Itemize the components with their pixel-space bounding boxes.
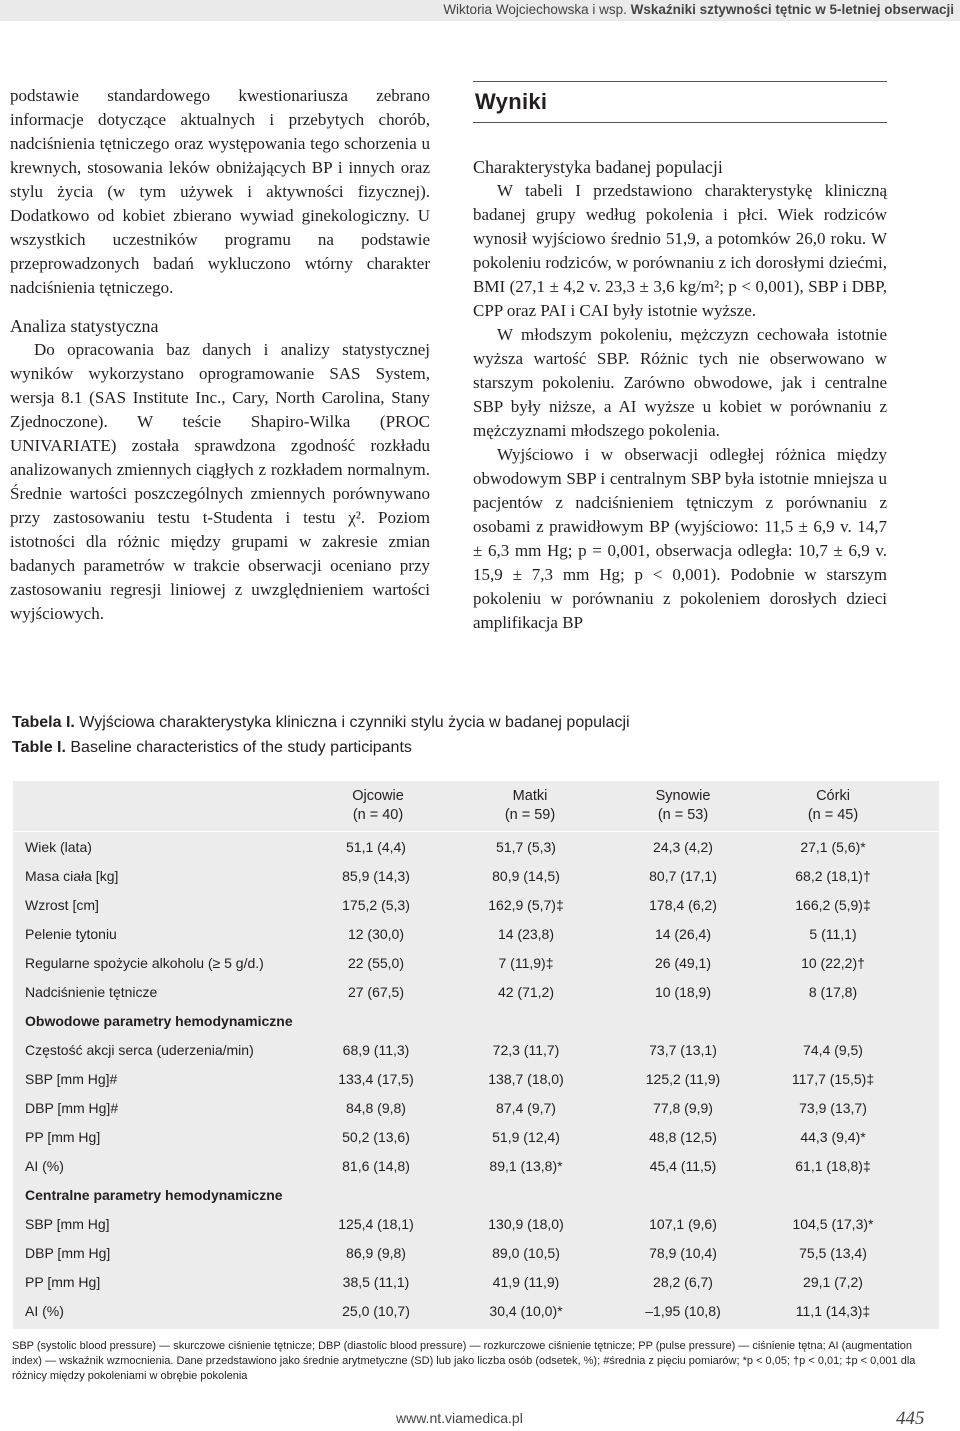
table-section-label: Obwodowe parametry hemodynamiczne — [25, 1013, 293, 1029]
table-row — [13, 1240, 939, 1269]
table-cell: 30,4 (10,0)* — [489, 1303, 563, 1319]
table-caption-en — [12, 739, 412, 757]
row-label: AI (%) — [25, 1158, 64, 1174]
table-cell: 11,1 (14,3)‡ — [795, 1303, 871, 1319]
right-paragraph-3: Wyjściowo i w obserwacji odległej różnica między obwodowym SBP i centralnym SBP była istotnie mniejsza u pacjentów z nadciśnieniem tętniczym z porównaniu z osobami z prawidłowym BP (wyjściowo: 11,5 ± 6,9 v. 14,7 ± 6,3 mm Hg; p = 0,001, obserwacja odległa: 10,7 ± 6,9 v. 15,9 ± 7,3 mm Hg; p < 0,001). Podobnie w starszym pokoleniu w porównaniu z pokoleniem dorosłych dzieci amplifikacja BP — [473, 445, 887, 632]
data-table — [13, 781, 939, 1329]
table-cell: 107,1 (9,6) — [649, 1216, 717, 1232]
row-label: DBP [mm Hg] — [25, 1245, 111, 1261]
table-cell: 51,9 (12,4) — [492, 1129, 560, 1145]
table-cell: 48,8 (12,5) — [649, 1129, 717, 1145]
table-cell: 85,9 (14,3) — [342, 868, 410, 884]
table-cell: 22 (55,0) — [347, 955, 405, 971]
table-cell: 73,9 (13,7) — [799, 1100, 867, 1116]
table-cell: 5 (11,1) — [809, 926, 857, 942]
running-header-text — [443, 2, 954, 17]
table-cell: 8 (17,8) — [808, 984, 858, 1000]
table-cell: 74,4 (9,5) — [803, 1042, 863, 1058]
running-header — [0, 0, 960, 21]
column-header-n: (n = 40) — [352, 807, 404, 823]
column-header-name: Ojcowie — [352, 788, 404, 804]
table-cell: 26 (49,1) — [654, 955, 712, 971]
row-label: SBP [mm Hg] — [25, 1216, 110, 1232]
row-label: PP [mm Hg] — [25, 1129, 101, 1145]
row-label: Masa ciała [kg] — [25, 868, 119, 884]
table-cell: 61,1 (18,8)‡ — [795, 1158, 871, 1174]
table-cell: 87,4 (9,7) — [496, 1100, 556, 1116]
table-cell: 27 (67,5) — [347, 984, 405, 1000]
table-cell: 10 (18,9) — [654, 984, 712, 1000]
row-label: DBP [mm Hg]# — [25, 1100, 119, 1116]
table-caption-en-label: Table I. — [12, 739, 66, 756]
table-caption-pl-text: Wyjściowa charakterystyka kliniczna i czynniki stylu życia w badanej populacji — [74, 714, 630, 731]
table-cell: 162,9 (5,7)‡ — [488, 897, 564, 913]
table-row — [13, 1211, 939, 1240]
table-row — [13, 1037, 939, 1066]
table-cell: 77,8 (9,9) — [653, 1100, 713, 1116]
row-label: Nadciśnienie tętnicze — [25, 984, 158, 1000]
table-cell: 14 (26,4) — [654, 926, 712, 942]
table-cell: 84,8 (9,8) — [346, 1100, 406, 1116]
right-paragraph-2: W młodszym pokoleniu, mężczyzn cechowała istotnie wyższa wartość SBP. Różnic tych nie obserwowano w starszym pokoleniu. Zarówno obwodowe, jak i centralne SBP były niższe, a AI wyższe u kobiet w porównaniu z mężczyznami młodszego pokolenia. — [473, 325, 887, 440]
table-cell: 80,9 (14,5) — [492, 868, 560, 884]
row-label: Wzrost [cm] — [25, 897, 99, 913]
table-cell: 130,9 (18,0) — [488, 1216, 564, 1232]
table-cell: 104,5 (17,3)* — [792, 1216, 874, 1232]
left-subheading: Analiza statystyczna — [10, 316, 159, 336]
header-title: Wskaźniki sztywności tętnic w 5-letniej obserwacji — [630, 2, 954, 17]
header-divider — [13, 831, 939, 832]
table-cell: 51,7 (5,3) — [496, 839, 556, 855]
table-cell: 14 (23,8) — [497, 926, 555, 942]
left-column — [10, 84, 430, 626]
column-header-n: (n = 59) — [504, 807, 556, 823]
table-cell: 75,5 (13,4) — [799, 1245, 867, 1261]
column-header-n: (n = 53) — [657, 807, 709, 823]
table-row — [13, 863, 939, 892]
table-cell: 80,7 (17,1) — [649, 868, 717, 884]
table-cell: 138,7 (18,0) — [488, 1071, 564, 1087]
table-row — [13, 1269, 939, 1298]
table-caption-pl — [12, 714, 630, 732]
table-row — [13, 1066, 939, 1095]
table-row — [13, 1298, 939, 1327]
column-header-n: (n = 45) — [807, 807, 859, 823]
table-row — [13, 892, 939, 921]
table-cell: 27,1 (5,6)* — [800, 839, 866, 855]
header-authors: Wiktoria Wojciechowska i wsp. — [443, 2, 627, 17]
table-cell: 89,0 (10,5) — [492, 1245, 560, 1261]
column-header-name: Córki — [816, 788, 850, 804]
table-cell: 178,4 (6,2) — [649, 897, 717, 913]
table-cell: 166,2 (5,9)‡ — [795, 897, 871, 913]
table-cell: 45,4 (11,5) — [649, 1158, 717, 1174]
table-row — [13, 921, 939, 950]
table-cell: –1,95 (10,8) — [645, 1303, 721, 1319]
table-caption-pl-label: Tabela I. — [12, 714, 75, 731]
table-row — [13, 950, 939, 979]
table-cell: 42 (71,2) — [497, 984, 555, 1000]
section-title-box — [473, 81, 887, 123]
table-cell: 72,3 (11,7) — [492, 1042, 560, 1058]
right-subheading: Charakterystyka badanej populacji — [473, 157, 723, 177]
left-paragraph-1: podstawie standardowego kwestionariusza zebrano informacje dotyczące aktualnych i przebytych chorób, nadciśnienia tętniczego oraz występowania tego schorzenia u krewnych, stosowania leków obniżających BP i innych oraz stylu życia (w tym używek i aktywności fizycznej). Dodatkowo od kobiet zbierano wywiad ginekologiczny. U wszystkich uczestników programu na podstawie przeprowadzonych badań wykluczono wtórny charakter nadciśnienia tętniczego. — [10, 86, 430, 297]
table-cell: 7 (11,9)‡ — [498, 955, 554, 971]
column-header-4 — [743, 787, 923, 825]
table-footnote: SBP (systolic blood pressure) — skurczowe ciśnienie tętnicze; DBP (diastolic blood pressure) — rozkurczowe ciśnienie tętnicze; PP (pulse pressure) — ciśnienie tętna; AI (augmentation index) — wskaźnik wzmocnienia. Dane przedstawiono jako średnie arytmetyczne (SD) lub jako liczba osób (odsetek, %); #średnia z pięciu pomiarów; *p < 0,05; †p < 0,01; ‡p < 0,001 dla różnicy między pokoleniami w obrębie pokolenia — [12, 1340, 916, 1382]
table-cell: 29,1 (7,2) — [803, 1274, 863, 1290]
table-row — [13, 979, 939, 1008]
right-paragraph-1: W tabeli I przedstawiono charakterystykę kliniczną badanej grupy według pokolenia i płci. Wiek rodziców wynosił wyjściowo średnio 51,9, a potomków 26,0 roku. W pokoleniu rodziców, w porównaniu z ich dorosłymi dziećmi, BMI (27,1 ± 4,2 v. 23,3 ± 3,6 kg/m²; p < 0,001), SBP i DBP, CPP oraz PAI i CAI były istotnie wyższe. — [473, 181, 887, 320]
row-label: AI (%) — [25, 1303, 64, 1319]
table-cell: 68,2 (18,1)† — [795, 868, 871, 884]
table-cell: 25,0 (10,7) — [342, 1303, 410, 1319]
table-cell: 133,4 (17,5) — [338, 1071, 414, 1087]
table-section-row — [13, 1182, 939, 1211]
row-label: Pelenie tytoniu — [25, 926, 117, 942]
table-cell: 38,5 (11,1) — [342, 1274, 410, 1290]
table-cell: 81,6 (14,8) — [342, 1158, 410, 1174]
table-cell: 125,4 (18,1) — [338, 1216, 414, 1232]
table-caption-en-text: Baseline characteristics of the study participants — [65, 739, 412, 756]
table-cell: 51,1 (4,4) — [346, 839, 406, 855]
column-header-name: Matki — [512, 788, 548, 804]
table-cell: 28,2 (6,7) — [653, 1274, 713, 1290]
table-cell: 41,9 (11,9) — [492, 1274, 560, 1290]
table-row — [13, 1095, 939, 1124]
row-label: PP [mm Hg] — [25, 1274, 101, 1290]
section-title: Wyniki — [475, 89, 548, 114]
table-cell: 44,3 (9,4)* — [800, 1129, 866, 1145]
table-cell: 50,2 (13,6) — [342, 1129, 410, 1145]
table-cell: 12 (30,0) — [347, 926, 405, 942]
table-section-row — [13, 1008, 939, 1037]
row-label: Regularne spożycie alkoholu (≥ 5 g/d.) — [25, 955, 264, 971]
table-cell: 86,9 (9,8) — [346, 1245, 406, 1261]
table-cell: 10 (22,2)† — [801, 955, 865, 971]
page-number: 445 — [896, 1408, 925, 1429]
row-label: SBP [mm Hg]# — [25, 1071, 118, 1087]
table-cell: 73,7 (13,1) — [649, 1042, 717, 1058]
table-cell: 24,3 (4,2) — [653, 839, 713, 855]
table-row — [13, 1124, 939, 1153]
column-header-name: Synowie — [655, 788, 711, 804]
left-paragraph-2: Do opracowania baz danych i analizy statystycznej wyników wykorzystano oprogramowanie SAS System, wersja 8.1 (SAS Institute Inc., Cary, North Carolina, Stany Zjednoczone). W teście Shapiro-Wilka (PROC UNIVARIATE) została sprawdzona zgodność rozkładu analizowanych zmiennych ciągłych z rozkładem normalnym. Średnie wartości poszczególnych zmiennych porównywano przy zastosowaniu testu t-Studenta i testu χ². Poziom istotności dla różnic między grupami w zakresie zmian badanych parametrów w trakcie obserwacji oceniano przy zastosowaniu regresji liniowej z uwzględnieniem wartości wyjściowych. — [10, 340, 430, 623]
row-label: Wiek (lata) — [25, 839, 92, 855]
row-label: Częstość akcji serca (uderzenia/min) — [25, 1042, 254, 1058]
table-cell: 89,1 (13,8)* — [489, 1158, 563, 1174]
table-cell: 125,2 (11,9) — [645, 1071, 721, 1087]
footer-url: www.nt.viamedica.pl — [396, 1410, 523, 1426]
table-cell: 175,2 (5,3) — [342, 897, 410, 913]
right-column — [473, 155, 887, 635]
table-cell: 68,9 (11,3) — [342, 1042, 410, 1058]
table-row — [13, 1153, 939, 1182]
table-section-label: Centralne parametry hemodynamiczne — [25, 1187, 283, 1203]
table-cell: 117,7 (15,5)‡ — [791, 1071, 875, 1087]
table-cell: 78,9 (10,4) — [649, 1245, 717, 1261]
table-row — [13, 834, 939, 863]
